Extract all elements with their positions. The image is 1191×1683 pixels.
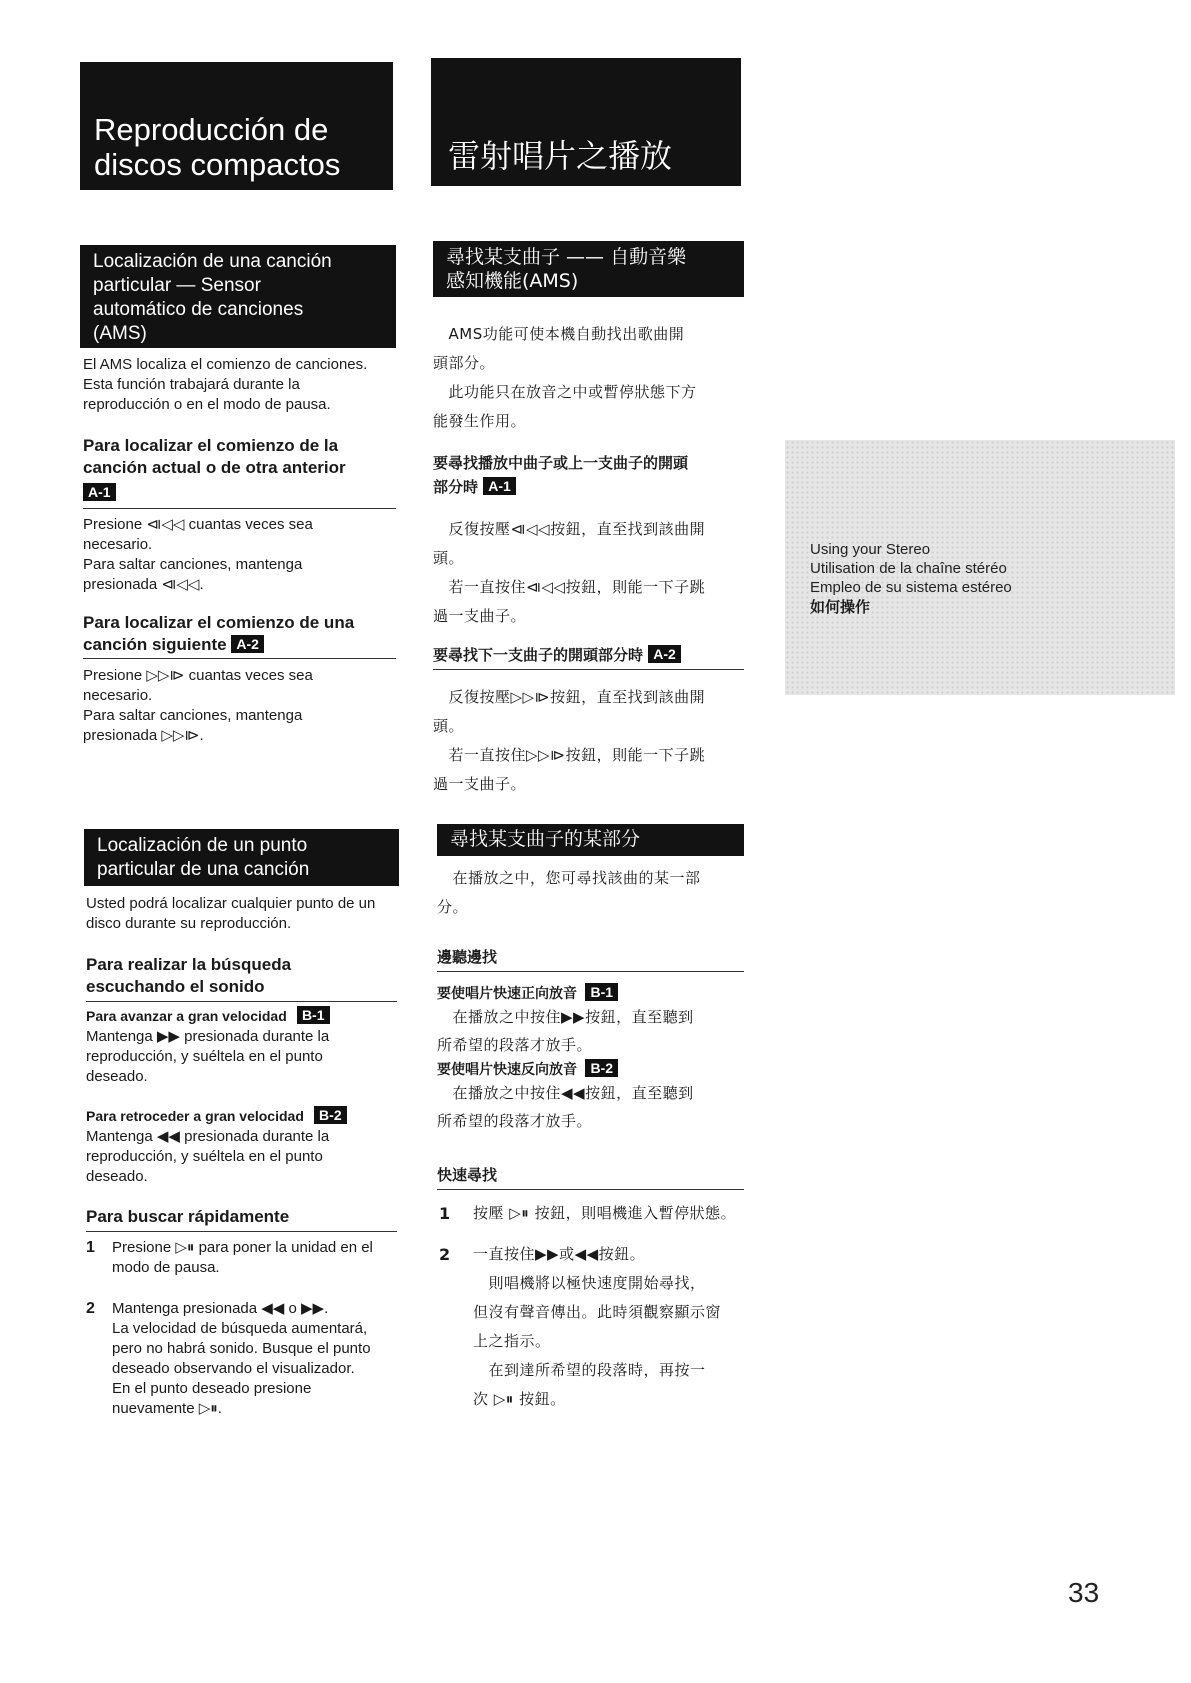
subheading-line: escuchando el sonido [86, 977, 265, 996]
subbody-current-previous-es [83, 515, 396, 595]
text-line: 上之指示。 [473, 1332, 551, 1350]
chapter-title-zh [431, 58, 741, 186]
text-line: 在播放之中，您可尋找該曲的某一部 [437, 869, 701, 887]
text-line: 次 ▷⏸ 按鈕。 [473, 1390, 566, 1408]
section-heading-line: Localización de un punto [97, 835, 308, 856]
text-line: 頭部分。 [433, 354, 496, 372]
text-line: 過一支曲子。 [433, 607, 527, 625]
section-heading-line: particular de una canción [97, 859, 310, 880]
subheading-line: 要尋找下一支曲子的開頭部分時 [433, 646, 644, 664]
text-line: La velocidad de búsqueda aumentará, [112, 1320, 368, 1337]
quick-step-1-zh [439, 1199, 759, 1228]
quick-step-2-es [86, 1299, 401, 1419]
reverse-label: 要使唱片快速反向放音 [437, 1062, 577, 1078]
text-line: Usted podrá localizar cualquier punto de un [86, 895, 376, 912]
text-line: 反復按壓▷▷⧐按鈕，直至找到該曲開 [433, 688, 706, 706]
text-line: Para saltar canciones, mantenga [83, 556, 303, 573]
text-line: reproducción, y suéltela en el punto [86, 1148, 323, 1165]
section-heading-line: 尋找某支曲子 —— 自動音樂 [446, 246, 687, 268]
text-line: 若一直按住⧏◁◁按鈕，則能一下子跳 [433, 578, 706, 596]
section-heading-point-zh [437, 824, 744, 856]
section-heading-ams-es [80, 245, 396, 348]
text-line: 此功能只在放音之中或暫停狀態下方 [433, 383, 697, 401]
text-line: nuevamente ▷⏸. [112, 1400, 222, 1417]
section-heading-line: 感知機能(AMS) [446, 270, 579, 292]
text-line: Presione ▷▷⧐ cuantas veces sea [83, 667, 313, 684]
figure-ref-badge: B-2 [314, 1106, 347, 1124]
subheading-quick-search-es [86, 1206, 397, 1232]
figure-ref-badge: A-2 [231, 635, 264, 653]
subheading-quick-search-zh [437, 1163, 744, 1190]
subheading-line: 快速尋找 [437, 1166, 498, 1184]
chapter-title-es-line2: discos compactos [94, 147, 341, 182]
subheading-listen-search-es [86, 954, 397, 1002]
text-line: presionada ▷▷⧐. [83, 727, 204, 744]
text-line: AMS功能可使本機自動找出歌曲開 [433, 325, 685, 343]
figure-ref-badge: A-1 [483, 477, 516, 495]
step-number: 2 [86, 1300, 95, 1317]
subheading-next-es [83, 612, 396, 659]
subheading-line: 邊聽邊找 [437, 948, 498, 966]
reverse-label: Para retroceder a gran velocidad [86, 1108, 304, 1124]
subheading-line: Para localizar el comienzo de una [83, 613, 355, 632]
reverse-search-es [86, 1106, 399, 1187]
subheading-line: Para realizar la búsqueda [86, 955, 292, 974]
text-line: 則唱機將以極快速度開始尋找， [473, 1274, 706, 1292]
text-line: necesario. [83, 687, 153, 704]
section-heading-line: particular — Sensor [93, 275, 261, 296]
figure-ref-badge: B-1 [585, 983, 618, 1001]
chapter-title-es [80, 62, 393, 190]
forward-search-zh [437, 983, 757, 1059]
text-line: 頭。 [433, 717, 465, 735]
figure-ref-badge: A-1 [83, 483, 116, 501]
text-line: reproducción, y suéltela en el punto [86, 1048, 323, 1065]
nav-line-en: Using your Stereo [810, 541, 931, 558]
text-line: 在到達所希望的段落時，再按一 [473, 1361, 706, 1379]
text-line: pero no habrá sonido. Busque el punto [112, 1340, 371, 1357]
text-line: Mantenga ◀◀ presionada durante la [86, 1128, 330, 1145]
text-line: 一直按住▶▶或◀◀按鈕。 [473, 1245, 646, 1263]
quick-step-1-es [86, 1238, 401, 1278]
text-line: Para saltar canciones, mantenga [83, 707, 303, 724]
step-number: 1 [439, 1204, 451, 1223]
text-line: Esta función trabajará durante la [83, 376, 300, 393]
text-line: 過一支曲子。 [433, 775, 527, 793]
step-number: 2 [439, 1245, 451, 1264]
text-line: El AMS localiza el comienzo de canciones. [83, 356, 368, 373]
subheading-line: 部分時 [433, 478, 479, 496]
figure-ref-badge: B-1 [297, 1006, 330, 1024]
text-line: Presione ▷⏸ para poner la unidad en el [112, 1239, 373, 1256]
forward-label: Para avanzar a gran velocidad [86, 1008, 287, 1024]
text-line: 在播放之中按住◀◀按鈕，直至聽到 [437, 1084, 694, 1102]
nav-line-zh: 如何操作 [810, 598, 871, 616]
section-heading-line: Localización de una canción [93, 251, 332, 272]
section-nav-box [785, 440, 1175, 695]
text-line: Presione ⧏◁◁ cuantas veces sea [83, 516, 313, 533]
text-line: 若一直按住▷▷⧐按鈕，則能一下子跳 [433, 746, 706, 764]
ams-intro-zh [433, 320, 753, 436]
subheading-listen-search-zh [437, 945, 744, 972]
text-line: 所希望的段落才放手。 [437, 1112, 593, 1130]
section-heading-ams-zh [433, 241, 744, 297]
subheading-line: canción siguiente [83, 635, 227, 654]
subbody-next-es [83, 666, 396, 746]
text-line: 在播放之中按住▶▶按鈕，直至聽到 [437, 1008, 694, 1026]
text-line: disco durante su reproducción. [86, 915, 292, 932]
text-line: 但沒有聲音傳出。此時須觀察顯示窗 [473, 1303, 722, 1321]
text-line: Mantenga ▶▶ presionada durante la [86, 1028, 330, 1045]
step-number: 1 [86, 1239, 95, 1256]
section-heading-line: automático de canciones [93, 299, 304, 320]
reverse-search-zh [437, 1059, 757, 1135]
forward-search-es [86, 1006, 399, 1087]
subheading-current-previous-zh [433, 451, 753, 499]
figure-ref-badge: A-2 [648, 645, 681, 663]
text-line: necesario. [83, 536, 153, 553]
text-line: deseado observando el visualizador. [112, 1360, 355, 1377]
subheading-line: 要尋找播放中曲子或上一支曲子的開頭 [433, 454, 689, 472]
text-line: deseado. [86, 1068, 148, 1085]
page-number: 33 [1068, 1577, 1100, 1608]
chapter-title-es-line1: Reproducción de [94, 112, 329, 147]
section-heading-line: 尋找某支曲子的某部分 [450, 828, 641, 850]
subbody-current-previous-zh [433, 515, 753, 631]
text-line: deseado. [86, 1168, 148, 1185]
section-heading-point-es [84, 829, 399, 886]
subheading-line: Para localizar el comienzo de la [83, 436, 339, 455]
text-line: 按壓 ▷⏸ 按鈕，則唱機進入暫停狀態。 [473, 1204, 737, 1222]
text-line: 所希望的段落才放手。 [437, 1036, 593, 1054]
text-line: 能發生作用。 [433, 412, 527, 430]
text-line: reproducción o en el modo de pausa. [83, 396, 331, 413]
quick-step-2-zh [439, 1240, 759, 1414]
section-heading-line: (AMS) [93, 323, 147, 344]
figure-ref-badge: B-2 [585, 1059, 618, 1077]
subheading-line: Para buscar rápidamente [86, 1207, 290, 1226]
point-intro-zh [437, 864, 757, 922]
subheading-current-previous-es [83, 435, 396, 509]
nav-line-es: Empleo de su sistema estéreo [810, 579, 1012, 596]
ams-intro-es [83, 355, 403, 415]
text-line: modo de pausa. [112, 1259, 220, 1276]
text-line: presionada ⧏◁◁. [83, 576, 204, 593]
text-line: 反復按壓⧏◁◁按鈕，直至找到該曲開 [433, 520, 706, 538]
text-line: 分。 [437, 898, 469, 916]
subheading-line: canción actual o de otra anterior [83, 458, 346, 477]
text-line: 頭。 [433, 549, 465, 567]
text-line: Mantenga presionada ◀◀ o ▶▶. [112, 1300, 329, 1317]
point-intro-es [86, 894, 406, 934]
text-line: En el punto deseado presione [112, 1380, 312, 1397]
forward-label: 要使唱片快速正向放音 [437, 986, 577, 1002]
chapter-title-zh-text: 雷射唱片之播放 [448, 137, 673, 175]
subbody-next-zh [433, 683, 753, 799]
nav-line-fr: Utilisation de la chaîne stéréo [810, 560, 1007, 577]
subheading-next-zh [433, 643, 744, 670]
